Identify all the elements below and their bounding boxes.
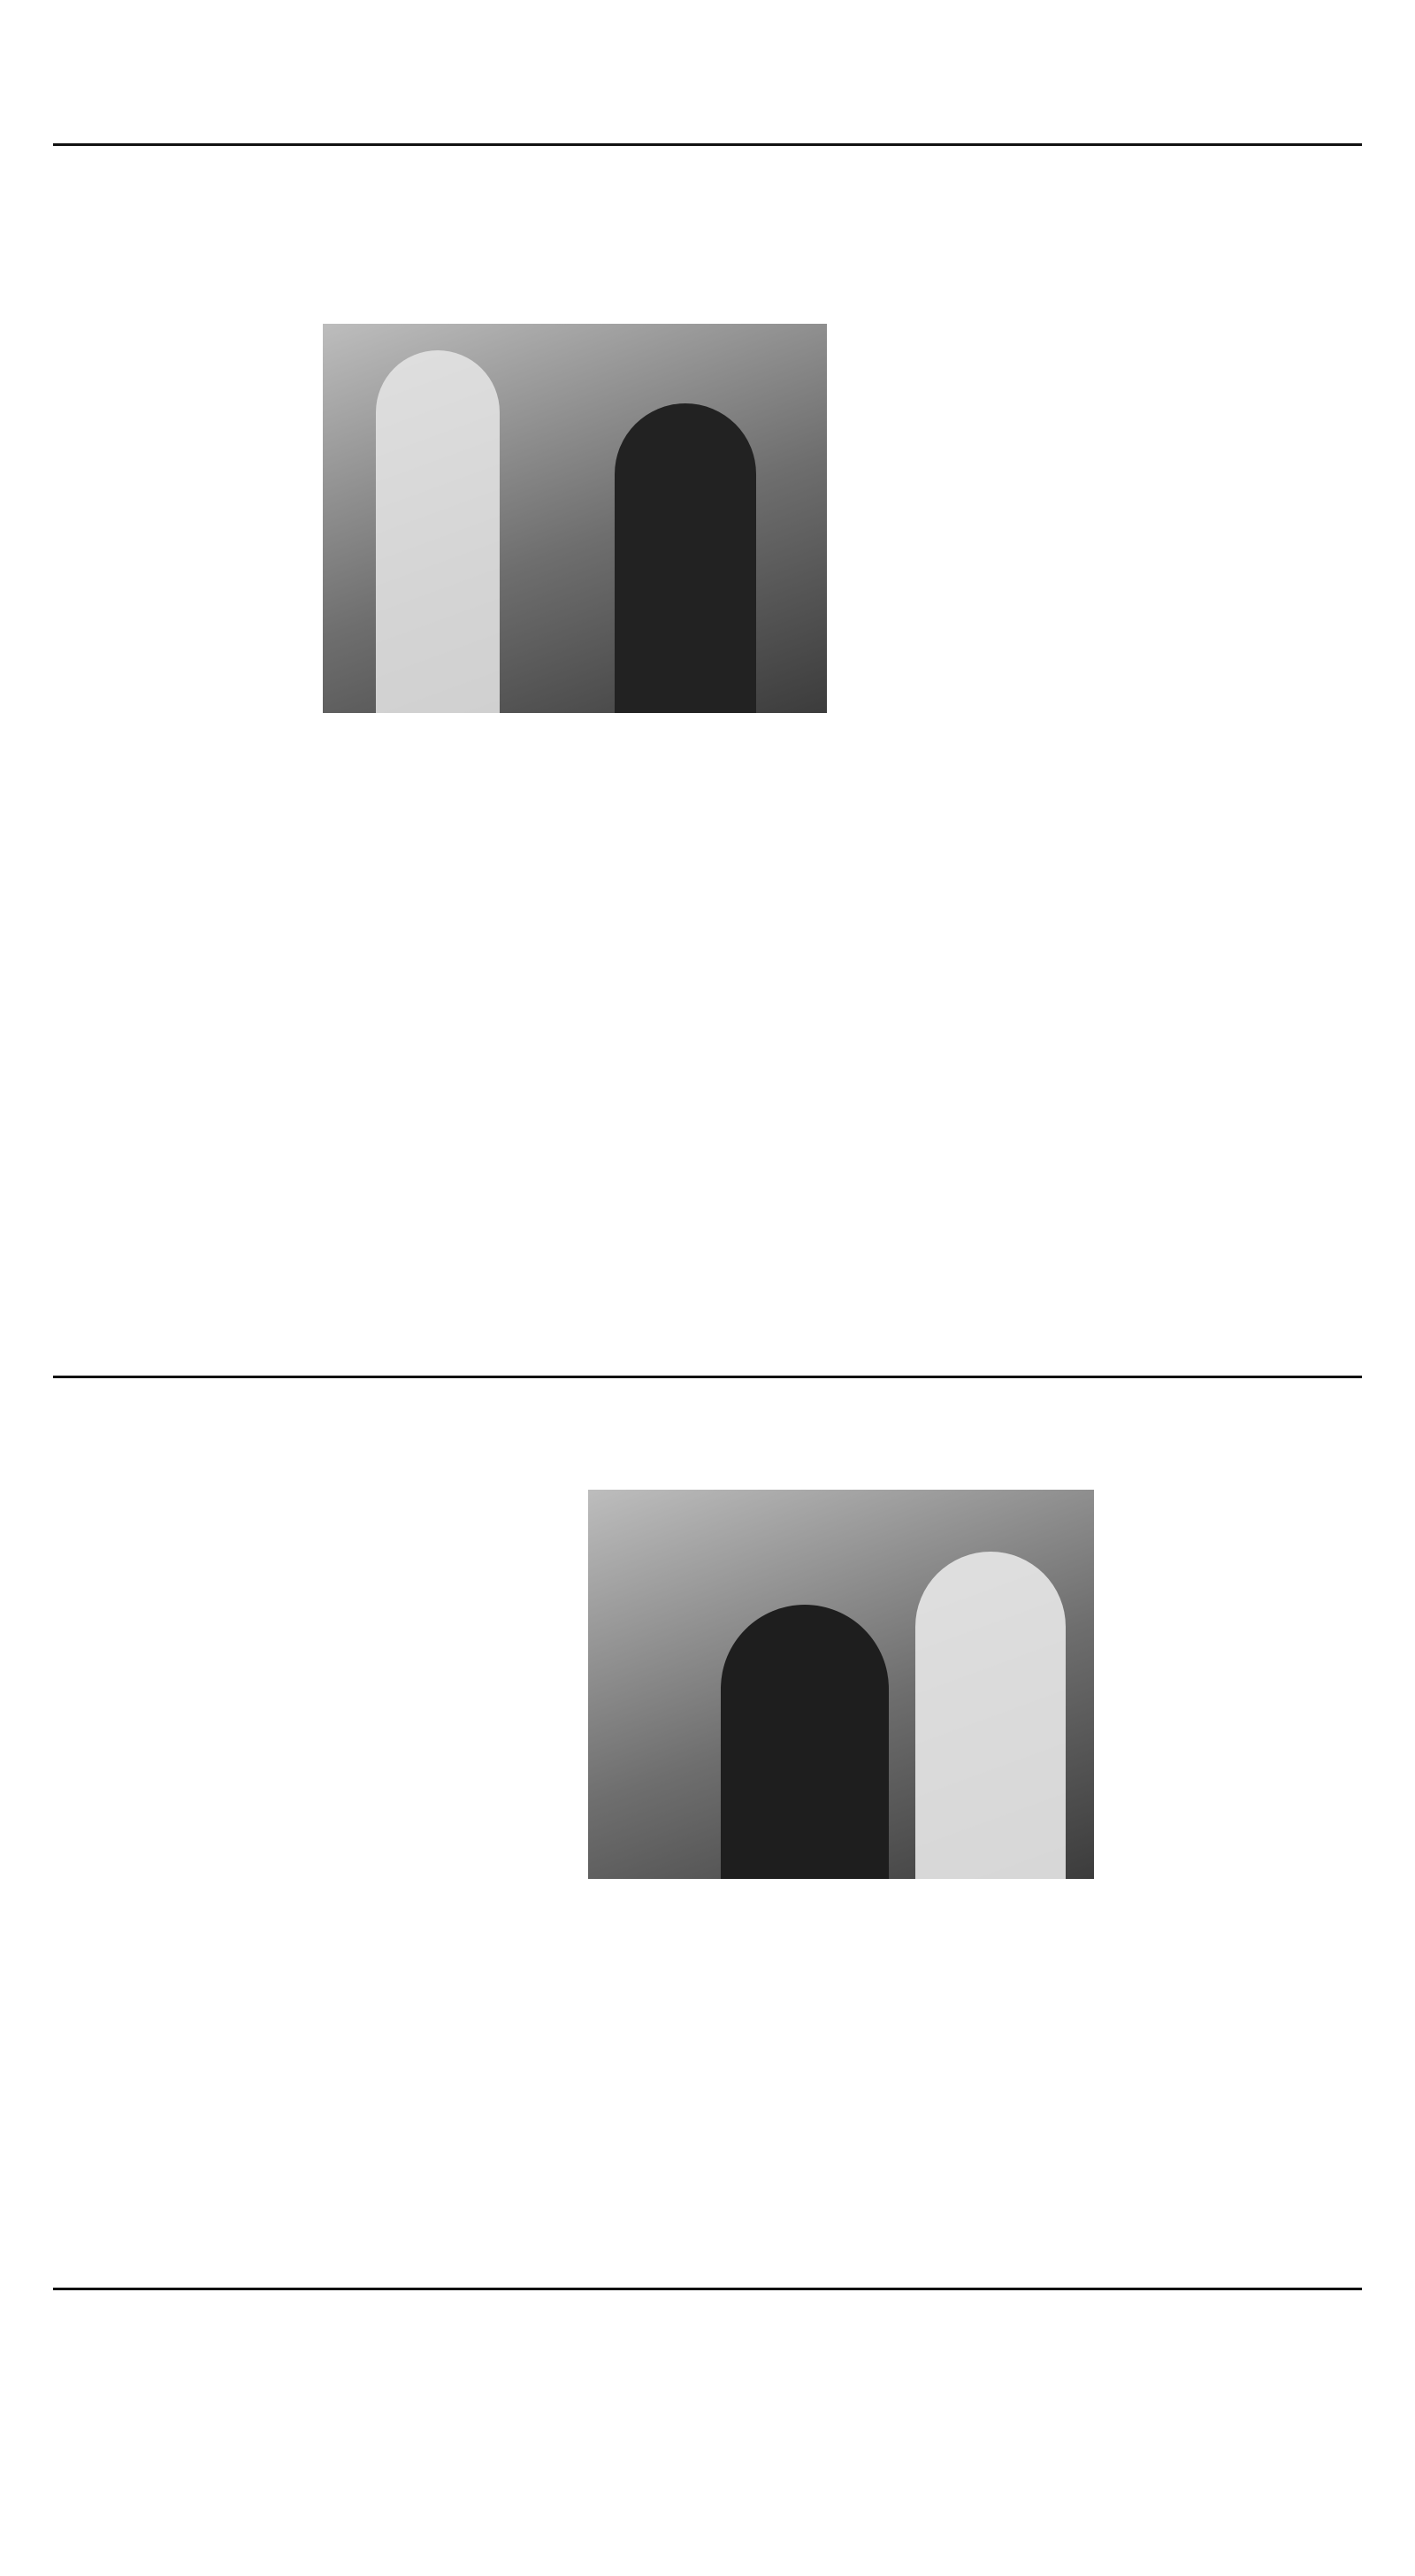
story1-photo — [323, 324, 827, 713]
story2-col3 — [588, 1928, 829, 2282]
story2-col5 — [1112, 1488, 1361, 2284]
story2-photo — [588, 1490, 1094, 1879]
story2-col1 — [55, 1488, 304, 2284]
story2-col2 — [320, 1488, 570, 2284]
story3-col2 — [320, 2381, 570, 2572]
story3-col1 — [55, 2381, 304, 2572]
story1-col3 — [584, 750, 827, 1361]
story3-col3 — [585, 2381, 835, 2572]
story3-col4 — [851, 2381, 1100, 2572]
story1-col5 — [1112, 323, 1361, 1360]
masthead — [53, 62, 1362, 150]
story1-col1 — [55, 323, 304, 1358]
story3-col5 — [1116, 2381, 1362, 2572]
story2-col4 — [849, 1928, 1094, 2282]
story1-col4 — [845, 323, 1094, 1360]
story1-col2 — [323, 750, 563, 1361]
